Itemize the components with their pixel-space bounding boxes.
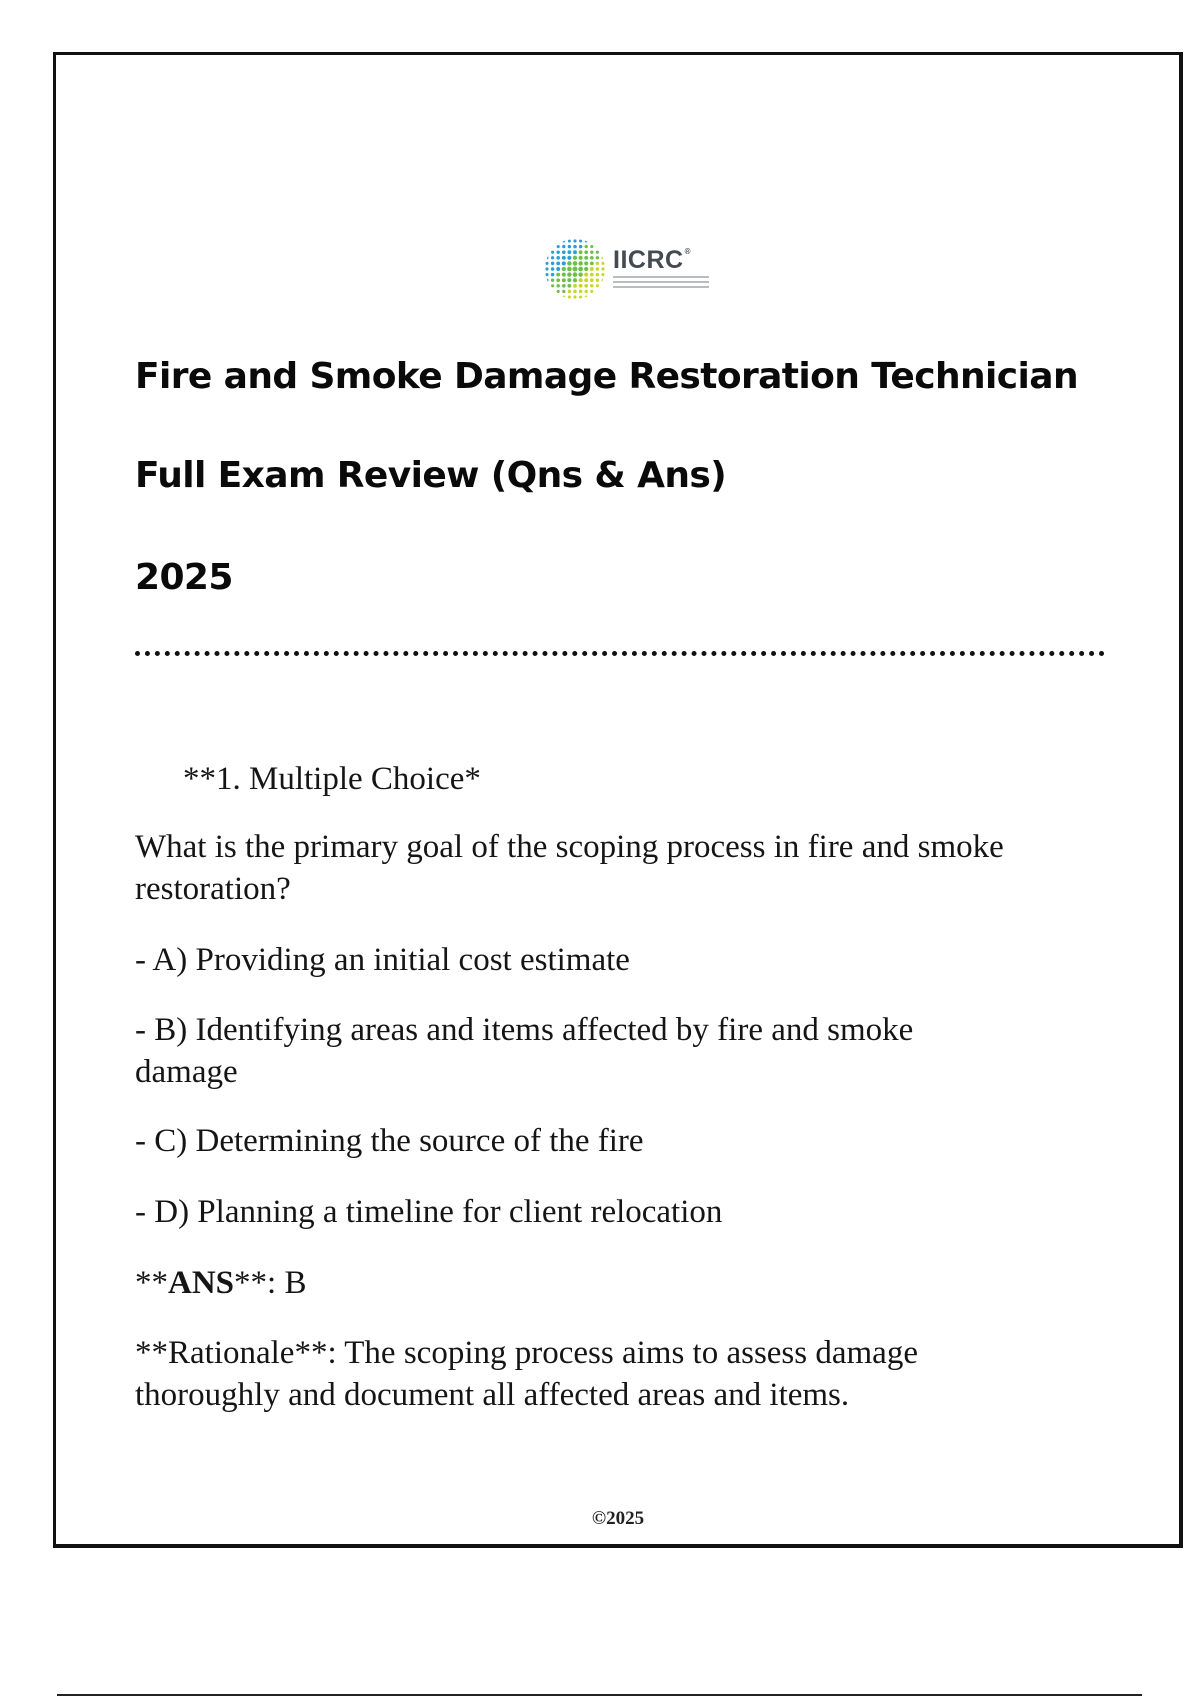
globe-icon [543,237,607,301]
question-heading: **1. Multiple Choice* [183,761,481,797]
title-line-2: Full Exam Review (Qns & Ans) [135,455,727,496]
rationale-text: **Rationale**: The scoping process aims to assess damage thoroughly and document all affected areas and items. [135,1335,918,1413]
option-d: - D) Planning a timeline for client relocation [135,1194,723,1230]
logo-tagline [613,276,709,291]
bottom-rule [57,1694,1142,1696]
answer-line: **ANS**: B [135,1265,307,1301]
title-line-1: Fire and Smoke Damage Restoration Technician [135,356,1078,397]
option-a: - A) Providing an initial cost estimate [135,942,630,978]
question-prompt: What is the primary goal of the scoping process in fire and smoke restoration? [135,829,1004,907]
title-year: 2025 [135,557,233,598]
answer-label: ANS [168,1265,235,1301]
iicrc-logo [543,236,713,302]
option-b: - B) Identifying areas and items affected by fire and smoke damage [135,1012,914,1090]
option-c: - C) Determining the source of the fire [135,1123,644,1159]
dotted-divider [135,651,1105,656]
copyright-footer: ©2025 [591,1508,645,1529]
logo-wordmark: IICRC® [613,245,691,274]
